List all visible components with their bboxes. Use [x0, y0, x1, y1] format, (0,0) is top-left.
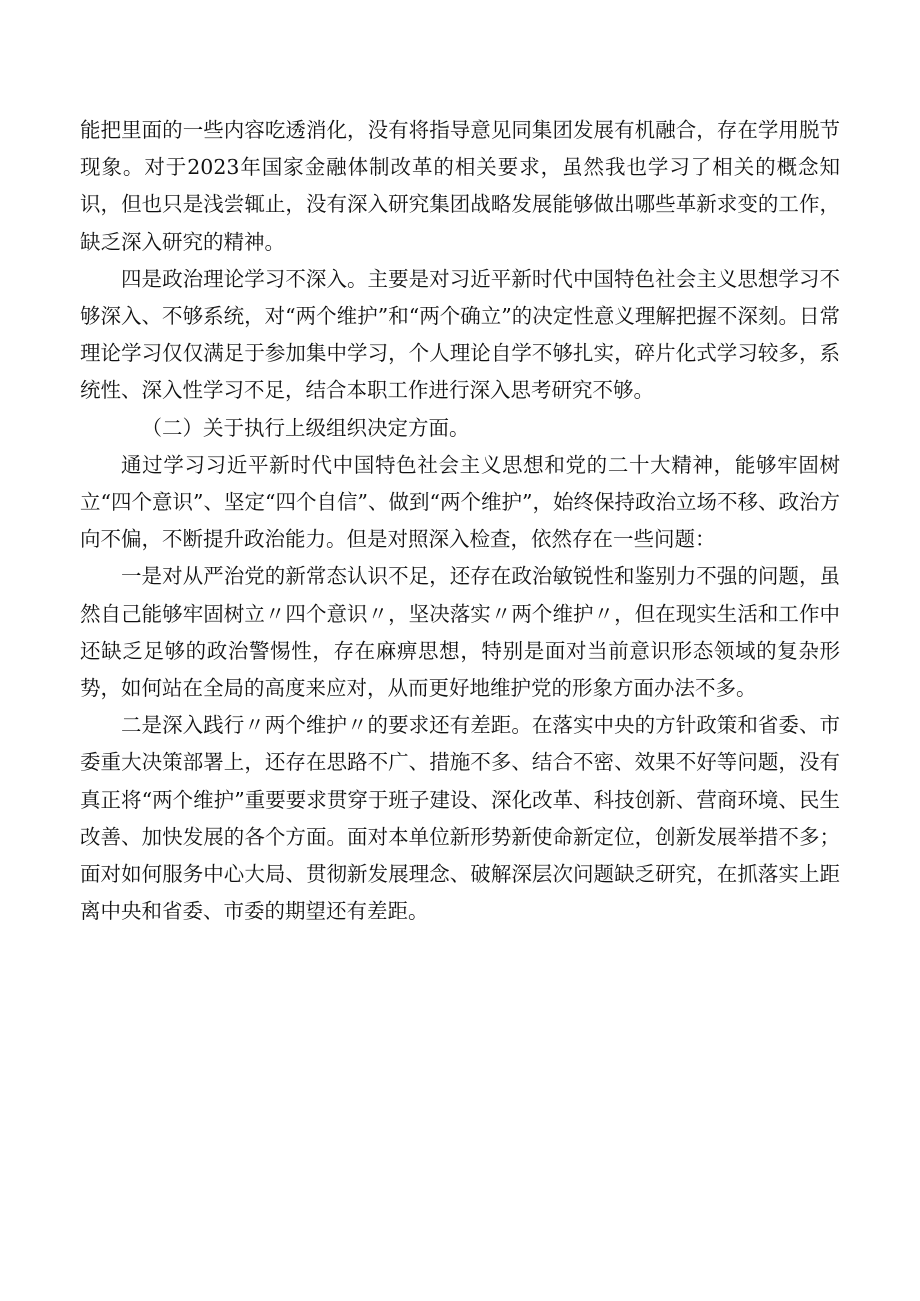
paragraph-point-four: 四是政治理论学习不深入。主要是对习近平新时代中国特色社会主义思想学习不够深入、不够系统，对“两个维护”和“两个确立”的决定性意义理解把握不深刻。日常理论学习仅仅满足于参加集中学习，个人理论自学不够扎实，碎片化式学习较多，系统性、深入性学习不足，结合本职工作进行深入思考研究不够。 [80, 266, 840, 403]
paragraph-point-two: 二是深入践行〃两个维护〃的要求还有差距。在落实中央的方针政策和省委、市委重大决策部署上，还存在思路不广、措施不多、结合不密、效果不好等问题，没有真正将“两个维护”重要要求贯穿于班子建设、深化改革、科技创新、营商环境、民生改善、加快发展的各个方面。面对本单位新形势新使命新定位，创新发展举措不多；面对如何服务中心大局、贯彻新发展理念、破解深层次问题缺乏研究，在抓落实上距离中央和省委、市委的期望还有差距。 [80, 713, 840, 924]
document-body [80, 112, 840, 930]
paragraph-overview: 通过学习习近平新时代中国特色社会主义思想和党的二十大精神，能够牢固树立“四个意识”、坚定“四个自信”、做到“两个维护”，始终保持政治立场不移、政治方向不偏，不断提升政治能力。但是对照深入检查，依然存在一些问题： [80, 452, 840, 552]
paragraph-continuation: 能把里面的一些内容吃透消化，没有将指导意见同集团发展有机融合，存在学用脱节现象。对于2023年国家金融体制改革的相关要求，虽然我也学习了相关的概念知识，但也只是浅尝辄止，没有深入研究集团战略发展能够做出哪些革新求变的工作，缺乏深入研究的精神。 [80, 118, 840, 254]
section-heading-2: （二）关于执行上级组织决定方面。 [141, 415, 470, 440]
paragraph-point-one: 一是对从严治党的新常态认识不足，还存在政治敏锐性和鉴别力不强的问题，虽然自己能够牢固树立〃四个意识〃，坚决落实〃两个维护〃，但在现实生活和工作中还缺乏足够的政治警惕性，存在麻痹思想，特别是面对当前意识形态领域的复杂形势，如何站在全局的高度来应对，从而更好地维护党的形象方面办法不多。 [80, 564, 840, 701]
